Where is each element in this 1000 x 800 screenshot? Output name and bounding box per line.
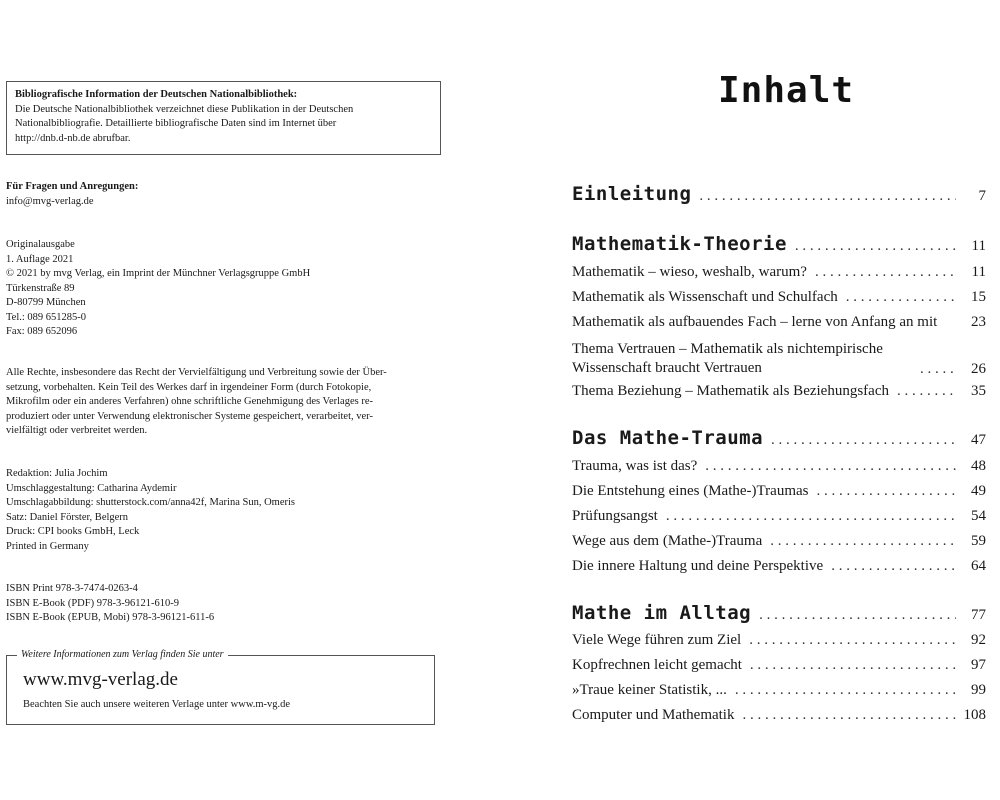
toc-entry-label: »Traue keiner Statistik, ...	[572, 682, 727, 698]
dnb-text-line: Die Deutsche Nationalbibliothek verzeichnet diese Publikation in der Deutschen	[15, 103, 354, 115]
toc-entry-label: Die Entstehung eines (Mathe-)Traumas	[572, 483, 809, 499]
credit-print: Druck: CPI books GmbH, Leck	[6, 526, 140, 537]
toc-page-number: 64	[971, 558, 986, 574]
original-edition: Originalausgabe	[6, 239, 75, 250]
toc-entry-label: Einleitung	[572, 183, 692, 205]
toc-entry-label: Mathematik als Wissenschaft und Schulfach	[572, 289, 838, 305]
toc-entry[interactable]	[572, 458, 986, 475]
isbn-pdf: ISBN E-Book (PDF) 978-3-96121-610-9	[6, 597, 179, 609]
credits-block	[6, 467, 436, 554]
toc-leader-dots	[831, 558, 956, 575]
toc-page-number: 92	[971, 632, 986, 648]
toc-entry-label: Prüfungsangst	[572, 508, 658, 524]
toc-entry-label: Die innere Haltung und deine Perspektive	[572, 558, 824, 574]
toc-entry-label: Trauma, was ist das?	[572, 458, 698, 474]
toc-leader-dots	[815, 264, 956, 281]
toc-leader-dots	[750, 657, 956, 674]
website-link[interactable]: www.mvg-verlag.de	[23, 669, 178, 690]
publisher-block	[6, 238, 436, 340]
rights-line: setzung, vorbehalten. Kein Teil des Werkes darf in irgendeiner Form (durch Fotokopie,	[6, 381, 372, 393]
toc-entry-label: Viele Wege führen zum Ziel	[572, 632, 742, 648]
toc-leader-dots	[771, 432, 956, 449]
toc-leader-dots	[749, 632, 956, 649]
toc-entry[interactable]	[572, 264, 986, 281]
dnb-text-line: Nationalbibliografie. Detaillierte bibliografische Daten sind im Internet über	[15, 118, 337, 129]
toc-entry-label: Mathematik – wieso, weshalb, warum?	[572, 264, 807, 280]
imprint-page	[0, 0, 450, 800]
rights-line: produziert oder unter Verwendung elektronischer Systeme gespeichert, verarbeitet, ver-	[6, 410, 373, 422]
contact-block	[6, 180, 436, 209]
toc-leader-dots	[770, 533, 956, 550]
street: Türkenstraße 89	[6, 282, 75, 294]
toc-entry[interactable]	[572, 558, 986, 575]
toc-page-number: 77	[971, 607, 986, 623]
toc-page-number: 23	[971, 314, 986, 330]
credit-editor: Redaktion: Julia Jochim	[6, 468, 108, 479]
toc-entry[interactable]	[572, 340, 986, 378]
toc-page-number: 108	[963, 707, 986, 723]
credit-typesetting: Satz: Daniel Förster, Belgern	[6, 511, 129, 523]
toc-leader-dots	[699, 188, 956, 205]
toc-leader-dots	[920, 361, 956, 378]
toc-entry[interactable]	[572, 657, 986, 674]
toc-entry-label: Mathematik-Theorie	[572, 233, 787, 255]
publisher-info-box	[6, 649, 435, 725]
toc-page	[560, 0, 1000, 800]
toc-leader-dots	[705, 458, 956, 475]
publisher-info-legend: Weitere Informationen zum Verlag finden Sie unter	[17, 648, 228, 662]
toc-leader-dots	[666, 508, 956, 525]
toc-chapter-trauma[interactable]	[572, 427, 986, 449]
toc-page-number: 49	[971, 483, 986, 499]
copyright: © 2021 by mvg Verlag, ein Imprint der Münchner Verlagsgruppe GmbH	[6, 268, 311, 279]
toc-chapter-theorie[interactable]	[572, 233, 986, 255]
toc-entry-label: Mathe im Alltag	[572, 602, 752, 624]
contact-email: info@mvg-verlag.de	[6, 195, 94, 207]
toc-page-number: 99	[971, 682, 986, 698]
rights-line: Mikrofilm oder ein anderes Verfahren) ohne schriftliche Genehmigung des Verlages re-	[6, 396, 373, 407]
toc-entry[interactable]	[572, 682, 986, 699]
toc-entry[interactable]	[572, 533, 986, 550]
toc-entry[interactable]	[572, 314, 986, 331]
city: D-80799 München	[6, 297, 86, 308]
toc-entry[interactable]	[572, 508, 986, 525]
dnb-info-box	[6, 81, 441, 155]
toc-page-number: 7	[978, 188, 986, 204]
printed-in: Printed in Germany	[6, 540, 89, 552]
toc-leader-dots	[897, 383, 956, 400]
toc-entry[interactable]	[572, 289, 986, 306]
fax: Fax: 089 652096	[6, 326, 78, 337]
toc-page-number: 15	[971, 289, 986, 305]
rights-block	[6, 366, 436, 439]
toc-leader-dots	[846, 289, 956, 306]
toc-entry-label: Das Mathe-Trauma	[572, 427, 764, 449]
toc-entry[interactable]	[572, 632, 986, 649]
toc-page-number: 26	[971, 361, 986, 377]
toc-chapter-alltag[interactable]	[572, 602, 986, 624]
toc-entry-label: Wege aus dem (Mathe-)Trauma	[572, 533, 763, 549]
more-publishers-note: Beachten Sie auch unsere weiteren Verlage unter www.m-vg.de	[23, 699, 291, 710]
toc-leader-dots	[735, 682, 956, 699]
toc-entry-label: Computer und Mathematik	[572, 707, 735, 723]
toc-page-number: 11	[971, 264, 986, 280]
rights-line: vielfältigt oder verbreitet werden.	[6, 425, 148, 436]
toc-page-number: 48	[971, 458, 986, 474]
toc-leader-dots	[795, 238, 956, 255]
credit-cover-design: Umschlaggestaltung: Catharina Aydemir	[6, 482, 177, 494]
credit-cover-image: Umschlagabbildung: shutterstock.com/anna42f, Marina Sun, Omeris	[6, 497, 295, 508]
toc-entry[interactable]	[572, 707, 986, 724]
toc-page-number: 97	[971, 657, 986, 673]
phone: Tel.: 089 651285-0	[6, 311, 87, 323]
toc-entry-label: Mathematik als aufbauendes Fach – lerne von Anfang an mit	[572, 314, 938, 330]
toc-page-number: 11	[971, 238, 986, 254]
toc-leader-dots	[742, 707, 955, 724]
toc-entry-label: Kopfrechnen leicht gemacht	[572, 657, 742, 673]
isbn-print: ISBN Print 978-3-7474-0263-4	[6, 583, 138, 594]
toc-leader-dots	[816, 483, 956, 500]
toc-page-number: 35	[971, 383, 986, 399]
contact-title: Für Fragen und Anregungen:	[6, 181, 139, 192]
toc-chapter-einleitung[interactable]	[572, 183, 986, 205]
dnb-text-line: http://dnb.d-nb.de abrufbar.	[15, 132, 131, 144]
toc-page-number: 59	[971, 533, 986, 549]
toc-entry[interactable]	[572, 483, 986, 500]
toc-leader-dots	[759, 607, 956, 624]
toc-title: Inhalt	[718, 70, 855, 111]
toc-entry-label: Thema Beziehung – Mathematik als Beziehungsfach	[572, 383, 889, 399]
toc-page-number: 54	[971, 508, 986, 524]
dnb-title: Bibliografische Information der Deutschen Nationalbibliothek:	[15, 89, 298, 100]
toc-entry-label: Thema Vertrauen – Mathematik als nichtempirische Wissenschaft braucht Vertrauen	[572, 341, 883, 376]
edition: 1. Auflage 2021	[6, 253, 74, 265]
toc-entry[interactable]	[572, 383, 986, 400]
rights-line: Alle Rechte, insbesondere das Recht der Vervielfältigung und Verbreitung sowie der Über-	[6, 367, 387, 378]
isbn-block	[6, 582, 436, 626]
toc-page-number: 47	[971, 432, 986, 448]
isbn-epub: ISBN E-Book (EPUB, Mobi) 978-3-96121-611-6	[6, 612, 215, 623]
